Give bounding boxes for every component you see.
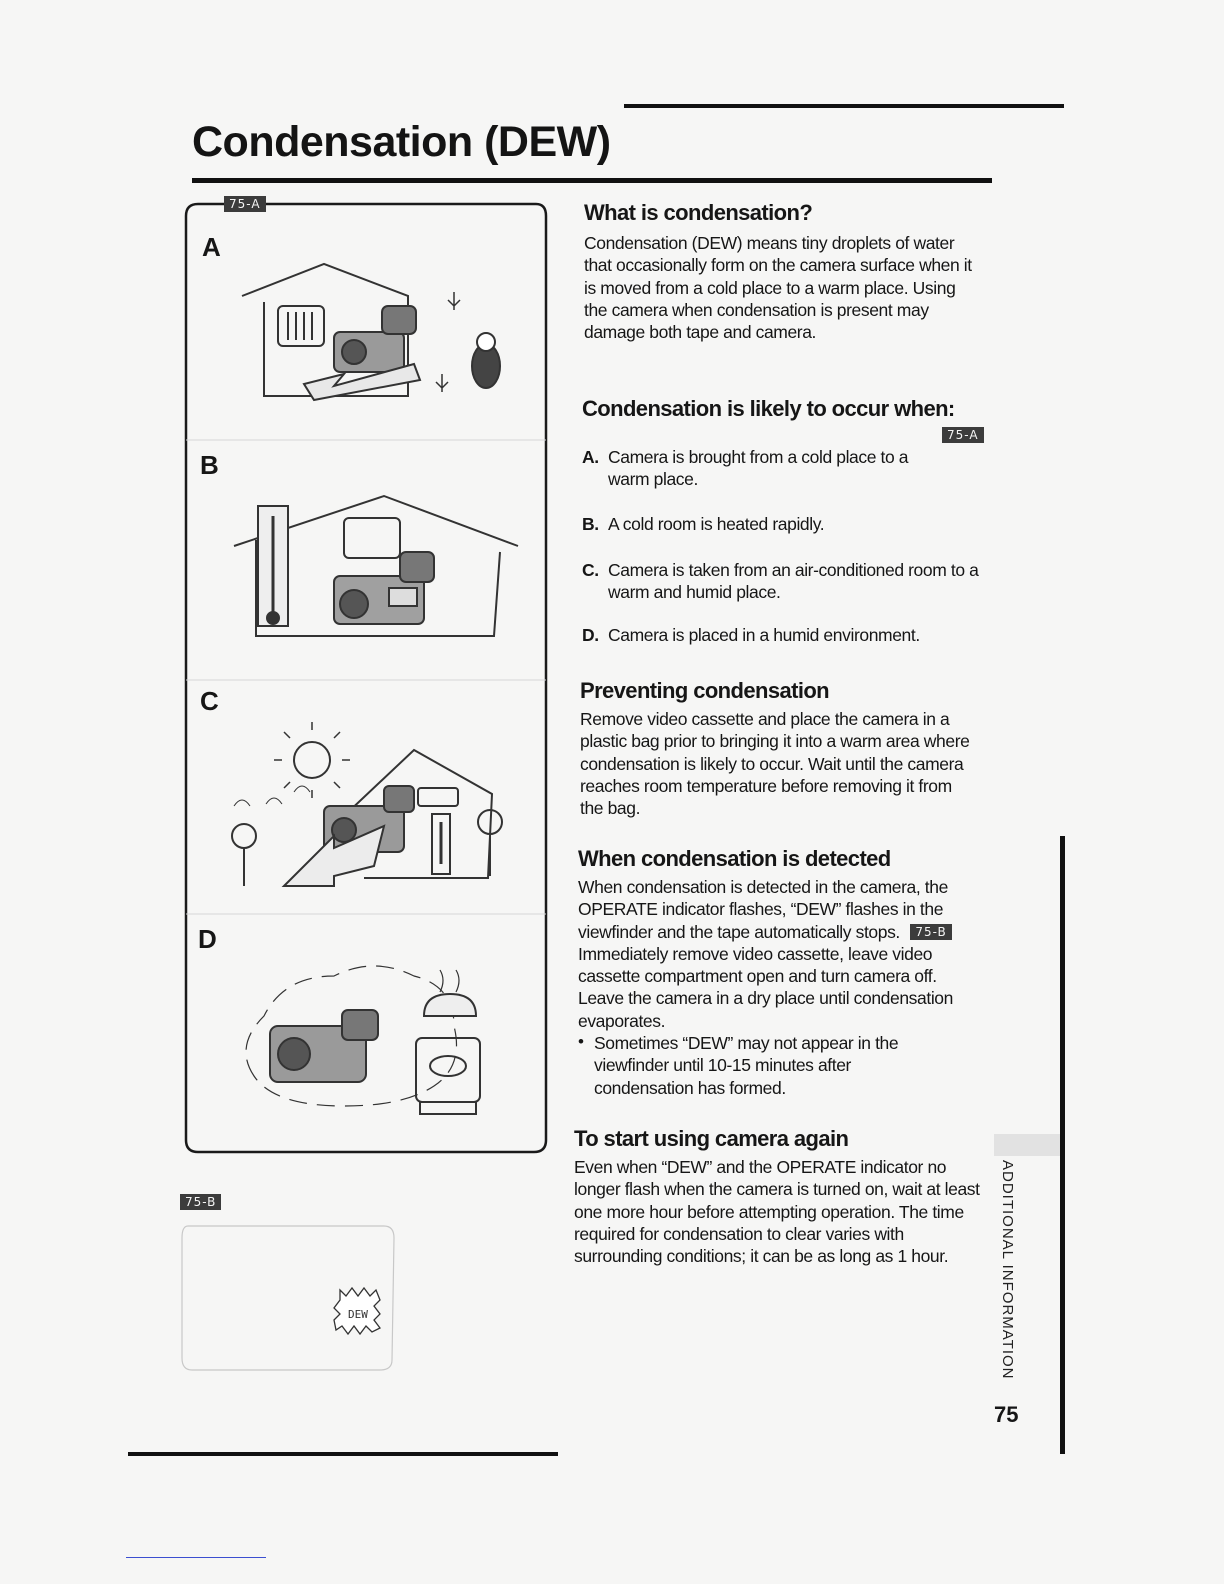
list-item-b [582, 513, 982, 535]
text-detected-1-content: When condensation is detected in the camera, the OPERATE indicator flashes, “DEW” flashes in the viewfinder and the tape automatically stops. [578, 877, 948, 942]
page-title: Condensation (DEW) [192, 118, 611, 166]
text-detected-1 [578, 876, 970, 943]
bullet-item [578, 1032, 946, 1099]
list-letter-d: D. [582, 625, 599, 645]
heading-preventing: Preventing condensation [580, 678, 830, 703]
viewfinder-illustration [180, 1224, 396, 1372]
figure-tag-75a: 75-A [224, 196, 266, 212]
side-tab-label: ADDITIONAL INFORMATION [999, 1160, 1016, 1380]
bottom-rule [128, 1452, 558, 1456]
page-number: 75 [994, 1402, 1019, 1427]
section-start [574, 1126, 986, 1267]
text-start: Even when “DEW” and the OPERATE indicator no longer flash when the camera is turned on, wait at least one more hour before attempting operation. The time required for condensation to clear varies with surrounding conditions; it can be as long as 1 hour. [574, 1157, 980, 1267]
list-letter-b: B. [582, 514, 599, 534]
bullet-text: Sometimes “DEW” may not appear in the viewfinder until 10-15 minutes after condensation has formed. [594, 1033, 899, 1098]
section-preventing [580, 678, 980, 819]
text-preventing: Remove video cassette and place the camera in a plastic bag prior to bringing it into a warm area where condensation is likely to occur. Wait until the camera reaches room temperature before removing it from the bag. [580, 709, 970, 819]
figure-frame [184, 196, 548, 1156]
figure-75a [184, 196, 548, 1156]
heading-detected: When condensation is detected [578, 846, 891, 871]
text-detected-2: Immediately remove video cassette, leave video cassette compartment open and turn camera off. Leave the camera in a dry place until condensation evaporates. [578, 943, 953, 1031]
tag-likely-75a: 75-A [942, 427, 984, 443]
panel-label-b: B [200, 450, 219, 480]
panel-b-illustration [234, 496, 518, 636]
panel-label-a: A [202, 232, 221, 262]
side-tab-marker [994, 1134, 1064, 1156]
heading-likely: Condensation is likely to occur when: [582, 396, 955, 421]
heading-what: What is condensation? [584, 200, 813, 225]
list-text-b: A cold room is heated rapidly. [608, 514, 825, 534]
title-rule [192, 178, 992, 183]
dew-indicator: DEW [348, 1308, 368, 1321]
list-letter-a: A. [582, 447, 599, 467]
list-item-a [582, 446, 962, 491]
top-rule [624, 104, 1064, 108]
footer-link-rule [126, 1557, 266, 1558]
panel-a-illustration [242, 264, 500, 400]
list-text-c: Camera is taken from an air-conditioned room to a warm and humid place. [608, 560, 979, 603]
panel-d-illustration [246, 966, 480, 1114]
tag-detected-75b: 75-B [910, 924, 951, 940]
panel-label-c: C [200, 686, 219, 716]
list-text-d: Camera is placed in a humid environment. [608, 625, 920, 645]
panel-label-d: D [198, 924, 217, 954]
list-item-d [582, 624, 982, 646]
section-what [584, 200, 984, 343]
bullet-dot: • [578, 1032, 584, 1052]
list-text-a: Camera is brought from a cold place to a warm place. [608, 447, 909, 490]
list-item-c [582, 559, 992, 604]
section-detected [578, 846, 982, 1099]
figure-tag-75b: 75-B [180, 1194, 221, 1210]
panel-c-illustration [232, 722, 502, 886]
text-what: Condensation (DEW) means tiny droplets of water that occasionally form on the camera surface when it is moved from a cold place to a warm place. Using the camera when condensation is present may damage both tape and camera. [584, 233, 972, 343]
heading-start: To start using camera again [574, 1126, 849, 1151]
list-letter-c: C. [582, 560, 599, 580]
right-edge-bar [1060, 836, 1065, 1454]
